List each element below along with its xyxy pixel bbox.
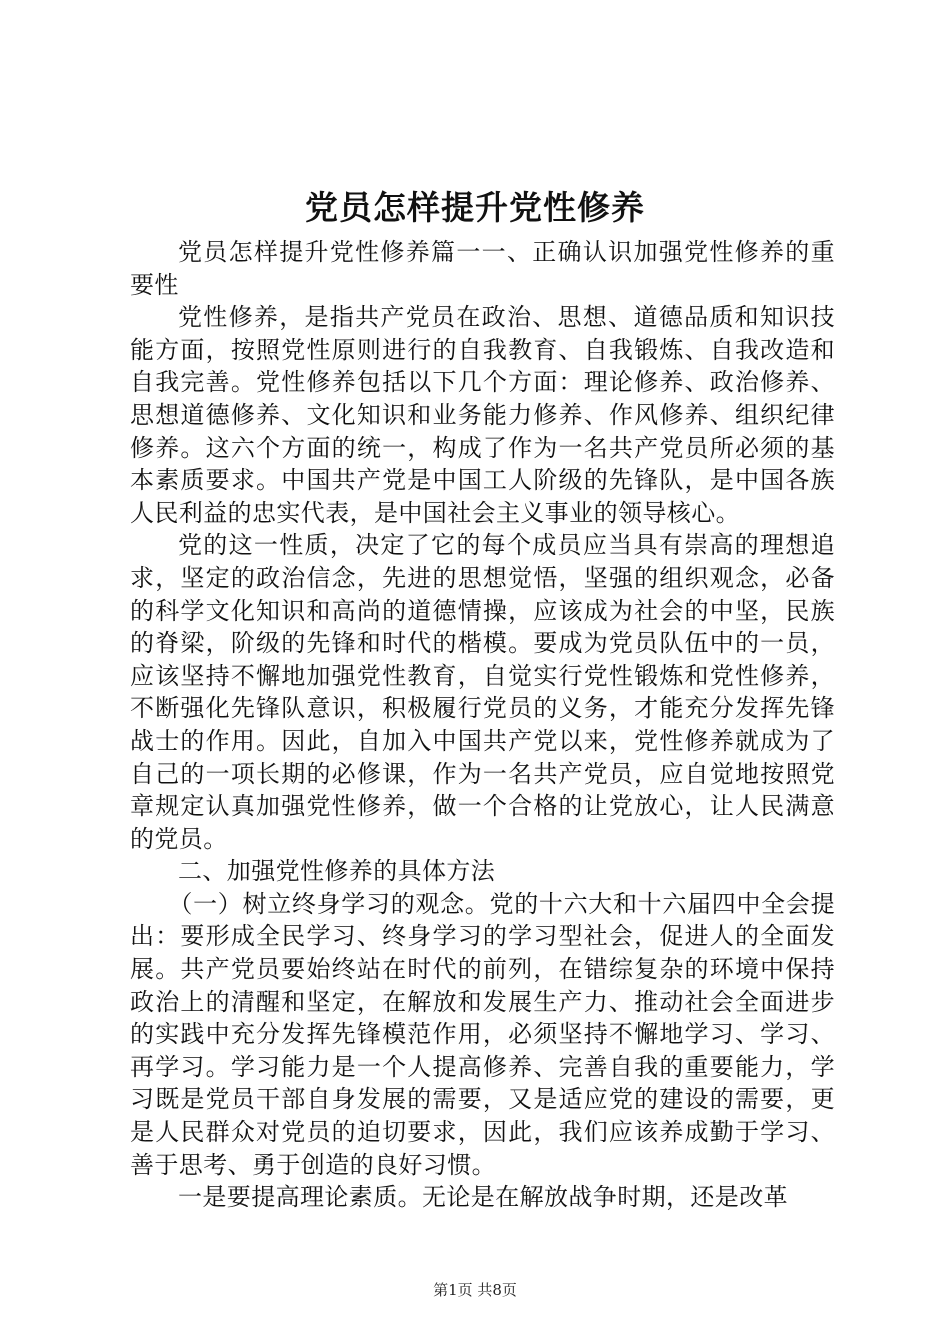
paragraph-lifelong-learning: （一）树立终身学习的观念。党的十六大和十六届四中全会提出：要形成全民学习、终身学习的学习型社会，促进人的全面发展。共产党员要始终站在时代的前列，在错综复杂的环境中保持政治上的清醒和坚定，在解放和发展生产力、推动社会全面进步的实践中充分发挥先锋模范作用，必须坚持不懈地学习、学习、再学习。学习能力是一个人提高修养、完善自我的重要能力，学习既是党员干部自身发展的需要，又是适应党的建设的需要，更是人民群众对党员的迫切要求，因此，我们应该养成勤于学习、善于思考、勇于创造的良好习惯。: [130, 889, 835, 1179]
paragraph-intro: 党员怎样提升党性修养篇一一、正确认识加强党性修养的重要性: [130, 238, 835, 299]
page-footer: 第1页 共8页: [433, 1281, 517, 1299]
document-body: [130, 236, 835, 1214]
paragraph-theory: 一是要提高理论素质。无论是在解放战争时期，还是改革: [178, 1183, 788, 1212]
paragraph-nature: 党的这一性质，决定了它的每个成员应当具有崇高的理想追求，坚定的政治信念，先进的思想觉悟，坚强的组织观念，必备的科学文化知识和高尚的道德情操，应该成为社会的中坚，民族的脊梁，阶级的先锋和时代的楷模。要成为党员队伍中的一员，应该坚持不懈地加强党性教育，自觉实行党性锻炼和党性修养，不断强化先锋队意识，积极履行党员的义务，才能充分发挥先锋战士的作用。因此，自加入中国共产党以来，党性修养就成为了自己的一项长期的必修课，作为一名共产党员，应自觉地按照党章规定认真加强党性修养，做一个合格的让党放心，让人民满意的党员。: [130, 531, 835, 853]
document-title: 党员怎样提升党性修养: [305, 188, 645, 227]
paragraph-definition: 党性修养，是指共产党员在政治、思想、道德品质和知识技能方面，按照党性原则进行的自我教育、自我锻炼、自我改造和自我完善。党性修养包括以下几个方面：理论修养、政治修养、思想道德修养、文化知识和业务能力修养、作风修养、组织纪律修养。这六个方面的统一，构成了作为一名共产党员所必须的基本素质要求。中国共产党是中国工人阶级的先锋队，是中国各族人民利益的忠实代表，是中国社会主义事业的领导核心。: [130, 303, 835, 527]
section-heading-methods: 二、加强党性修养的具体方法: [178, 857, 496, 886]
